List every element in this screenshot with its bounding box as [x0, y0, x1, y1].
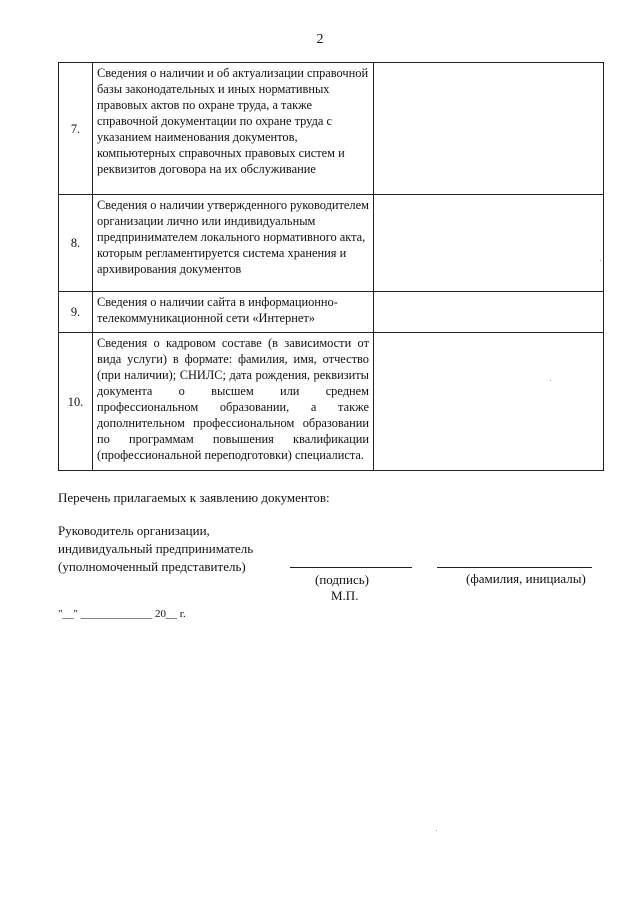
- stamp-caption: М.П.: [331, 588, 359, 603]
- name-caption: (фамилия, инициалы): [466, 571, 586, 586]
- row-description: Сведения о наличии утвержденного руководителем организации лично или индивидуальным предпринимателем локального нормативного акта, которым регламентируется система хранения и архивирования документов: [93, 195, 374, 292]
- requirements-table: [58, 62, 604, 471]
- row-number: 9.: [59, 292, 93, 333]
- scan-speck: [436, 830, 437, 831]
- signature-caption: (подпись): [315, 572, 369, 587]
- scan-speck: [600, 260, 601, 261]
- row-value-cell[interactable]: [374, 195, 604, 292]
- date-line[interactable]: "__" _____________ 20__ г.: [58, 608, 186, 620]
- row-description: Сведения о наличии и об актуализации справочной базы законодательных и иных нормативных правовых актов по охране труда, а также справочной документации по охране труда с указанием наименования документов, компьютерных справочных правовых систем и реквизитов договора на их обслуживание: [93, 63, 374, 195]
- row-number: 7.: [59, 63, 93, 195]
- row-value-cell[interactable]: [374, 333, 604, 471]
- table-row: [59, 333, 604, 471]
- row-description: Сведения о наличии сайта в информационно-телекоммуникационной сети «Интернет»: [93, 292, 374, 333]
- table-row: [59, 195, 604, 292]
- signatory-block: [58, 522, 253, 576]
- row-number: 10.: [59, 333, 93, 471]
- signature-line[interactable]: [290, 567, 412, 568]
- row-number: 8.: [59, 195, 93, 292]
- row-value-cell[interactable]: [374, 292, 604, 333]
- name-line[interactable]: [437, 567, 592, 568]
- attachments-label: Перечень прилагаемых к заявлению документов:: [58, 490, 330, 505]
- signatory-line: (уполномоченный представитель): [58, 559, 246, 574]
- signatory-line: индивидуальный предприниматель: [58, 541, 254, 556]
- signatory-line: Руководитель организации,: [58, 523, 210, 538]
- page-number: 2: [316, 32, 324, 47]
- table-row: [59, 292, 604, 333]
- table-row: [59, 63, 604, 195]
- row-value-cell[interactable]: [374, 63, 604, 195]
- scan-speck: [550, 380, 551, 381]
- row-description: Сведения о кадровом составе (в зависимости от вида услуги) в формате: фамилия, имя, отчество (при наличии); СНИЛС; дата рождения, реквизиты документа о высшем или среднем профессиональном образовании, а также дополнительном профессиональном образовании по программам повышения квалификации (профессиональной переподготовки) специалиста.: [93, 333, 374, 471]
